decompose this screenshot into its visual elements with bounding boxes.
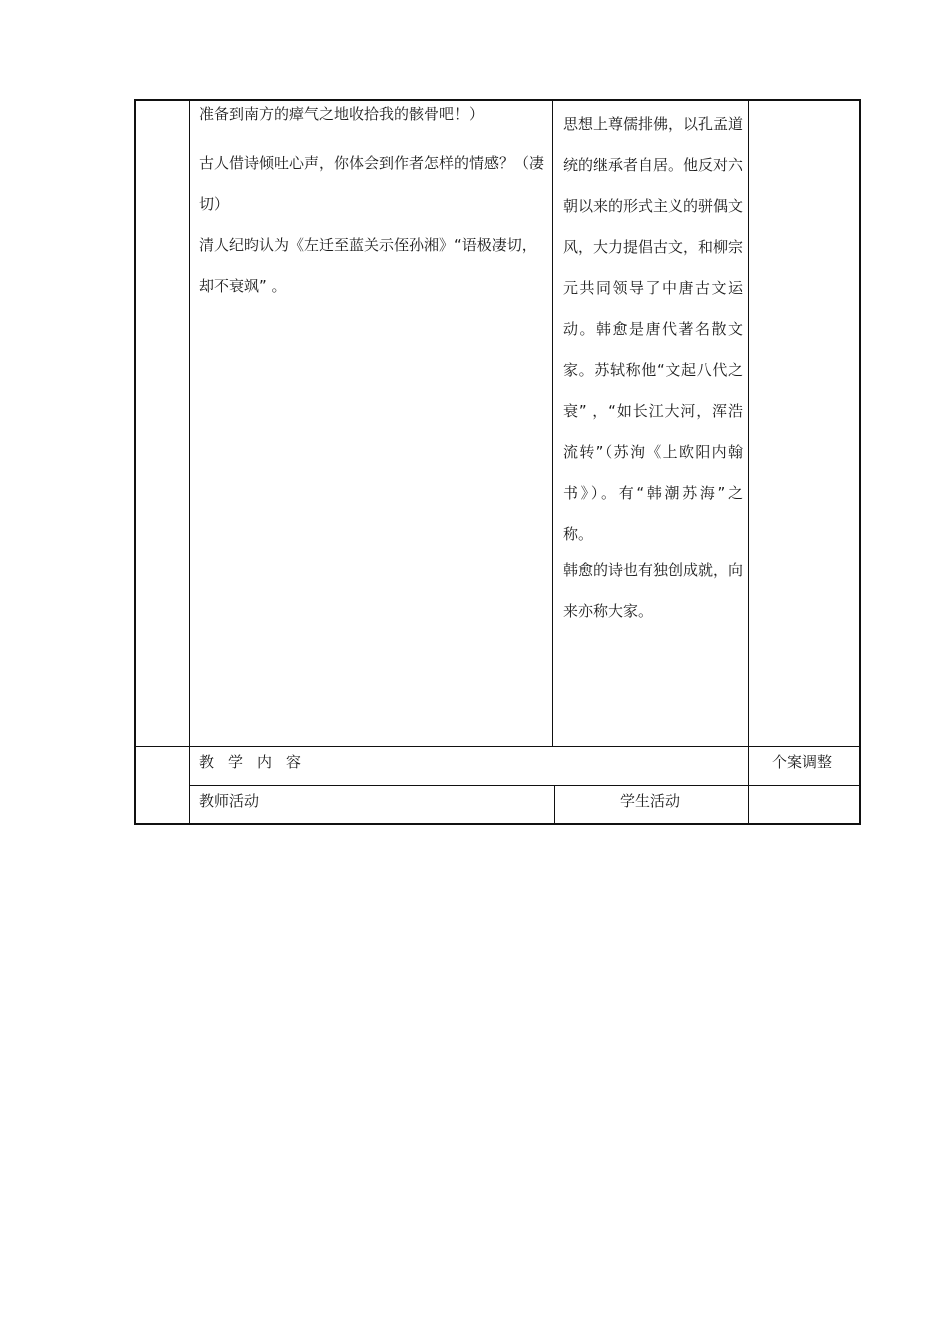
- column-divider-teacher-student-bottom: [554, 786, 555, 823]
- column-divider-left: [189, 101, 190, 823]
- lesson-plan-table: [134, 99, 861, 825]
- row-divider-activity: [189, 785, 859, 786]
- column-divider-teacher-student: [552, 101, 553, 747]
- student-activity-heading: 学生活动: [620, 792, 681, 810]
- teacher-content-cell: [199, 104, 544, 307]
- teacher-paragraph-3: 清人纪昀认为《左迁至蓝关示侄孙湘》“语极凄切，却不衰飒” 。: [199, 236, 537, 295]
- teacher-line-1: 准备到南方的瘴气之地收拾我的骸骨吧！）: [199, 105, 485, 123]
- column-divider-adjust: [748, 101, 749, 823]
- student-paragraph-1: 思想上尊儒排佛，以孔孟道统的继承者自居。他反对六朝以来的形式主义的骈偶文风，大力提倡古文，和柳宗元共同领导了中唐古文运动。韩愈是唐代著名散文家。苏轼称他“文起八代之衰” ，“如长江大河，浑浩流转”（苏洵《上欧阳内翰书》）。有“韩潮苏海”之称。: [563, 115, 744, 543]
- row-divider-content: [136, 746, 859, 747]
- teacher-activity-heading: 教师活动: [199, 792, 260, 810]
- teaching-content-heading: 教学内容: [199, 753, 316, 771]
- student-content-cell: [563, 104, 743, 632]
- teacher-paragraph-2: 古人借诗倾吐心声，你体会到作者怎样的情感？（凄切）: [199, 154, 545, 213]
- case-adjustment-heading: 个案调整: [772, 753, 833, 771]
- student-paragraph-2: 韩愈的诗也有独创成就，向来亦称大家。: [563, 561, 744, 620]
